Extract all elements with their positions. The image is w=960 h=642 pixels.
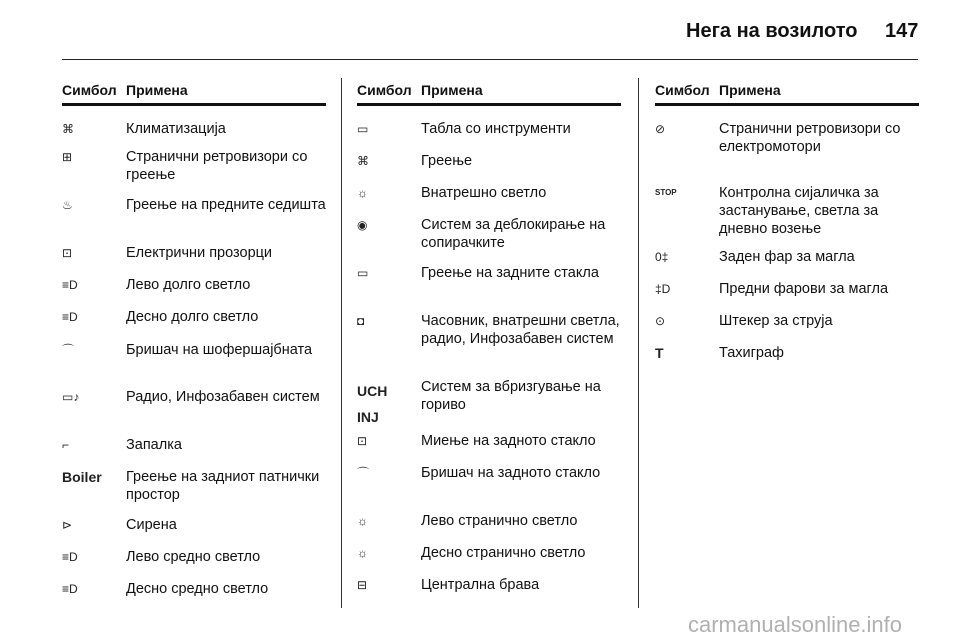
stop-indicator-icon: STOP bbox=[655, 188, 677, 197]
tachograph-icon: T bbox=[655, 345, 664, 361]
usage-text: Десно странично светло bbox=[421, 545, 586, 561]
boiler-icon: Boiler bbox=[62, 469, 102, 485]
rear-washer-icon: ⊡ bbox=[357, 434, 368, 448]
usage-text: Греење на предните седишта bbox=[126, 197, 326, 213]
usage-text: Часовник, внатрешни светла, радио, Инфозабавен систем bbox=[421, 313, 620, 347]
table-row bbox=[62, 148, 326, 184]
symbol-table-column-1 bbox=[62, 80, 326, 597]
heating-icon: ⌘ bbox=[357, 154, 369, 168]
usage-text: Запалка bbox=[126, 437, 182, 453]
usage-text: Внатрешно светло bbox=[421, 185, 547, 201]
table-row bbox=[655, 344, 919, 362]
table-row bbox=[62, 276, 326, 294]
table-row bbox=[62, 436, 326, 454]
socket-icon: ⊙ bbox=[655, 314, 666, 328]
column-divider bbox=[638, 78, 639, 608]
symbol-table-column-2 bbox=[357, 80, 621, 593]
table-row bbox=[62, 580, 326, 598]
usage-text: Лево средно светло bbox=[126, 549, 261, 565]
seat-heating-icon: ♨ bbox=[62, 198, 73, 212]
usage-text: Централна брава bbox=[421, 577, 540, 593]
usage-text: Странични ретровизори со електромотори bbox=[719, 121, 901, 155]
table-row bbox=[357, 464, 621, 482]
header-usage: Примена bbox=[126, 82, 188, 98]
table-row bbox=[62, 388, 326, 406]
radio-icon: ▭♪ bbox=[62, 390, 80, 404]
usage-text: Греење bbox=[421, 153, 473, 169]
table-row bbox=[62, 196, 326, 214]
symbol-table-column-3 bbox=[655, 80, 919, 361]
header-rule bbox=[655, 103, 919, 106]
usage-text: Десно долго светло bbox=[126, 309, 259, 325]
usage-text: Греење на задниот патнички простор bbox=[126, 469, 320, 503]
mirror-heating-icon: ⊞ bbox=[62, 150, 73, 164]
table-row bbox=[357, 184, 621, 202]
table-row bbox=[655, 312, 919, 330]
header-symbol: Симбол bbox=[357, 82, 412, 98]
usage-text: Климатизација bbox=[126, 121, 226, 137]
usage-text: Миење на задното стакло bbox=[421, 433, 596, 449]
horn-icon: ⊳ bbox=[62, 518, 73, 532]
right-side-light-icon: ☼ bbox=[357, 546, 368, 560]
table-row bbox=[357, 432, 621, 450]
table-row bbox=[357, 312, 621, 348]
usage-text: Систем за вбризгување на гориво bbox=[421, 379, 601, 413]
rear-wiper-icon: ⌒ bbox=[357, 466, 370, 480]
central-lock-icon: ⊟ bbox=[357, 578, 368, 592]
interior-light-icon: ☼ bbox=[357, 186, 368, 200]
table-row bbox=[62, 341, 326, 359]
column-divider bbox=[341, 78, 342, 608]
header-symbol: Симбол bbox=[655, 82, 710, 98]
wiper-icon: ⌒ bbox=[62, 343, 75, 357]
table-row bbox=[62, 120, 326, 138]
table-row bbox=[357, 216, 621, 252]
right-high-beam-icon: ≡D bbox=[62, 310, 78, 324]
rear-window-heating-icon: ▭ bbox=[357, 266, 369, 280]
rear-fog-icon: 0‡ bbox=[655, 250, 669, 264]
usage-text: Бришач на задното стакло bbox=[421, 465, 601, 481]
table-row bbox=[655, 280, 919, 298]
header-rule bbox=[62, 103, 326, 106]
table-row bbox=[357, 378, 621, 425]
usage-text: Бришач на шофершајбната bbox=[126, 342, 313, 358]
front-fog-icon: ‡D bbox=[655, 282, 671, 296]
header-usage: Примена bbox=[421, 82, 483, 98]
usage-text: Заден фар за магла bbox=[719, 249, 855, 265]
usage-text: Радио, Инфозабавен систем bbox=[126, 389, 320, 405]
table-header bbox=[655, 80, 919, 100]
injection-icon: UCH INJ bbox=[357, 383, 388, 425]
usage-text: Систем за деблокирање на сопирачките bbox=[421, 217, 606, 251]
usage-text: Контролна сијаличка за застанување, светла за дневно возење bbox=[719, 185, 879, 237]
table-row bbox=[357, 576, 621, 594]
left-high-beam-icon: ≡D bbox=[62, 278, 78, 292]
page-header bbox=[0, 0, 960, 60]
page-number: 147 bbox=[885, 20, 919, 42]
climate-icon: ⌘ bbox=[62, 122, 74, 136]
left-side-light-icon: ☼ bbox=[357, 514, 368, 528]
table-row bbox=[357, 264, 621, 282]
table-row bbox=[655, 120, 919, 156]
table-row bbox=[655, 248, 919, 266]
instrument-panel-icon: ▭ bbox=[357, 122, 369, 136]
power-mirror-icon: ⊘ bbox=[655, 122, 666, 136]
abs-icon: ◉ bbox=[357, 218, 368, 232]
power-window-icon: ⊡ bbox=[62, 246, 73, 260]
header-usage: Примена bbox=[719, 82, 781, 98]
right-low-beam-icon: ≡D bbox=[62, 582, 78, 596]
table-header bbox=[357, 80, 621, 100]
usage-text: Табла со инструменти bbox=[421, 121, 571, 137]
table-row bbox=[62, 308, 326, 326]
left-low-beam-icon: ≡D bbox=[62, 550, 78, 564]
usage-text: Греење на задните стакла bbox=[421, 265, 599, 281]
usage-text: Лево долго светло bbox=[126, 277, 251, 293]
table-row bbox=[62, 244, 326, 262]
header-rule bbox=[357, 103, 621, 106]
usage-text: Лево странично светло bbox=[421, 513, 578, 529]
usage-text: Сирена bbox=[126, 517, 177, 533]
table-row bbox=[357, 120, 621, 138]
usage-text: Штекер за струја bbox=[719, 313, 833, 329]
watermark: carmanualsonline.info bbox=[688, 612, 903, 637]
usage-text: Десно средно светло bbox=[126, 581, 269, 597]
table-row bbox=[62, 468, 326, 504]
table-row bbox=[357, 152, 621, 170]
usage-text: Електрични прозорци bbox=[126, 245, 273, 261]
usage-text: Предни фарови за магла bbox=[719, 281, 889, 297]
usage-text: Странични ретровизори со греење bbox=[126, 149, 308, 183]
table-row bbox=[357, 512, 621, 530]
table-row bbox=[357, 544, 621, 562]
lighter-icon: ⌐ bbox=[62, 438, 70, 452]
table-row bbox=[655, 184, 919, 238]
table-row bbox=[62, 548, 326, 566]
header-rule bbox=[62, 59, 918, 60]
table-row bbox=[62, 516, 326, 534]
clock-icon: ◘ bbox=[357, 314, 365, 328]
usage-text: Тахиграф bbox=[719, 345, 784, 361]
table-header bbox=[62, 80, 326, 100]
header-symbol: Симбол bbox=[62, 82, 117, 98]
page-title: Нега на возилото bbox=[686, 20, 858, 42]
